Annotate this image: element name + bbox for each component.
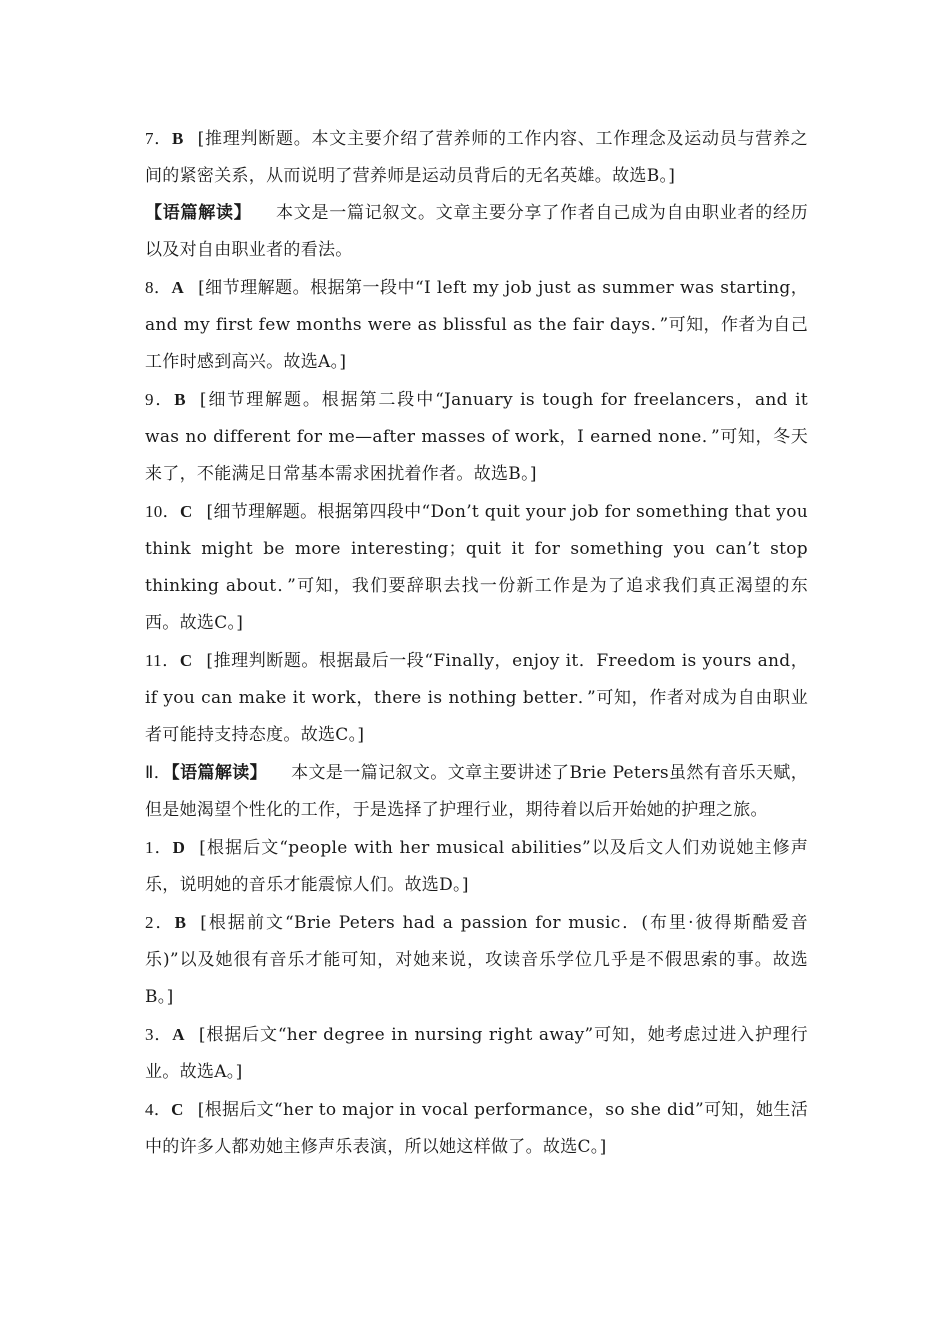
section-number: Ⅱ． <box>145 763 172 782</box>
item-number: 7． <box>145 129 172 148</box>
answer-item-10 <box>145 493 808 642</box>
section-tag: 【语篇解读】 <box>145 203 252 223</box>
answer-item-1 <box>145 829 808 904</box>
item-answer: D <box>172 838 186 857</box>
item-answer: C <box>179 502 193 521</box>
answer-item-3 <box>145 1016 808 1091</box>
item-explanation: [根据后文“her to major in vocal performance，so she did”可知，她生活中的许多人都劝她主修声乐表演，所以她这样做了。故选C。] <box>145 1100 808 1157</box>
summary-text: 本文是一篇记叙文。文章主要讲述了Brie Peters虽然有音乐天赋，但是她渴望个性化的工作，于是选择了护理行业，期待着以后开始她的护理之旅。 <box>145 763 809 820</box>
item-number: 1． <box>145 838 173 857</box>
answer-item-11 <box>145 642 808 754</box>
item-number: 2． <box>145 913 175 932</box>
item-number: 4． <box>145 1100 172 1119</box>
item-answer: A <box>172 1025 185 1044</box>
item-answer: B <box>172 129 184 148</box>
item-explanation: [细节理解题。根据第四段中“Don’t quit your job for something that you think might be more interesting；quit it for something you can’t stop thinking about．”可知，我们要辞职去找一份新工作是为了追求我们真正渴望的东西。故选C。] <box>145 502 808 633</box>
item-answer: C <box>171 1100 184 1119</box>
item-explanation: [根据后文“her degree in nursing right away”可知，她考虑过进入护理行业。故选A。] <box>145 1025 808 1082</box>
item-number: 11． <box>145 651 180 670</box>
item-explanation: [推理判断题。本文主要介绍了营养师的工作内容、工作理念及运动员与营养之间的紧密关系，从而说明了营养师是运动员背后的无名英雄。故选B。] <box>145 129 808 186</box>
item-explanation: [推理判断题。根据最后一段“Finally，enjoy it．Freedom is yours and，if you can make it work，there is nothing better．”可知，作者对成为自由职业者可能持支持态度。故选C。] <box>145 651 808 745</box>
item-number: 3． <box>145 1025 173 1044</box>
item-explanation: [细节理解题。根据第二段中“January is tough for freelancers，and it was no different for me—after masses of work，I earned none．”可知，冬天来了，不能满足日常基本需求困扰着作者。故选B。] <box>145 390 808 484</box>
section-tag: 【语篇解读】 <box>171 763 268 783</box>
item-answer: B <box>174 913 187 932</box>
item-explanation: [根据后文“people with her musical abilities”以及后文人们劝说她主修声乐，说明她的音乐才能震惊人们。故选D。] <box>145 838 808 895</box>
passage-summary-2 <box>145 754 808 829</box>
answer-item-4 <box>145 1091 808 1166</box>
answer-item-7 <box>145 120 808 195</box>
answer-item-9 <box>145 381 808 493</box>
answer-key-page <box>145 120 808 1166</box>
item-number: 9． <box>145 390 175 409</box>
answer-item-2 <box>145 904 808 1016</box>
item-explanation: [根据前文“Brie Peters had a passion for music．(布里·彼得斯酷爱音乐)”以及她很有音乐才能可知，对她来说，攻读音乐学位几乎是不假思索的事。故选B。] <box>145 913 808 1007</box>
item-explanation: [细节理解题。根据第一段中“I left my job just as summer was starting，and my first few months were as blissful as the fair days．”可知，作者为自己工作时感到高兴。故选A。] <box>145 278 808 372</box>
item-number: 8． <box>145 278 172 297</box>
summary-text: 本文是一篇记叙文。文章主要分享了作者自己成为自由职业者的经历以及对自由职业者的看法。 <box>145 203 808 260</box>
passage-summary-1 <box>145 195 808 269</box>
item-number: 10． <box>145 502 180 521</box>
item-answer: C <box>179 651 193 670</box>
item-answer: B <box>174 390 186 409</box>
item-answer: A <box>171 278 185 297</box>
answer-item-8 <box>145 269 808 381</box>
